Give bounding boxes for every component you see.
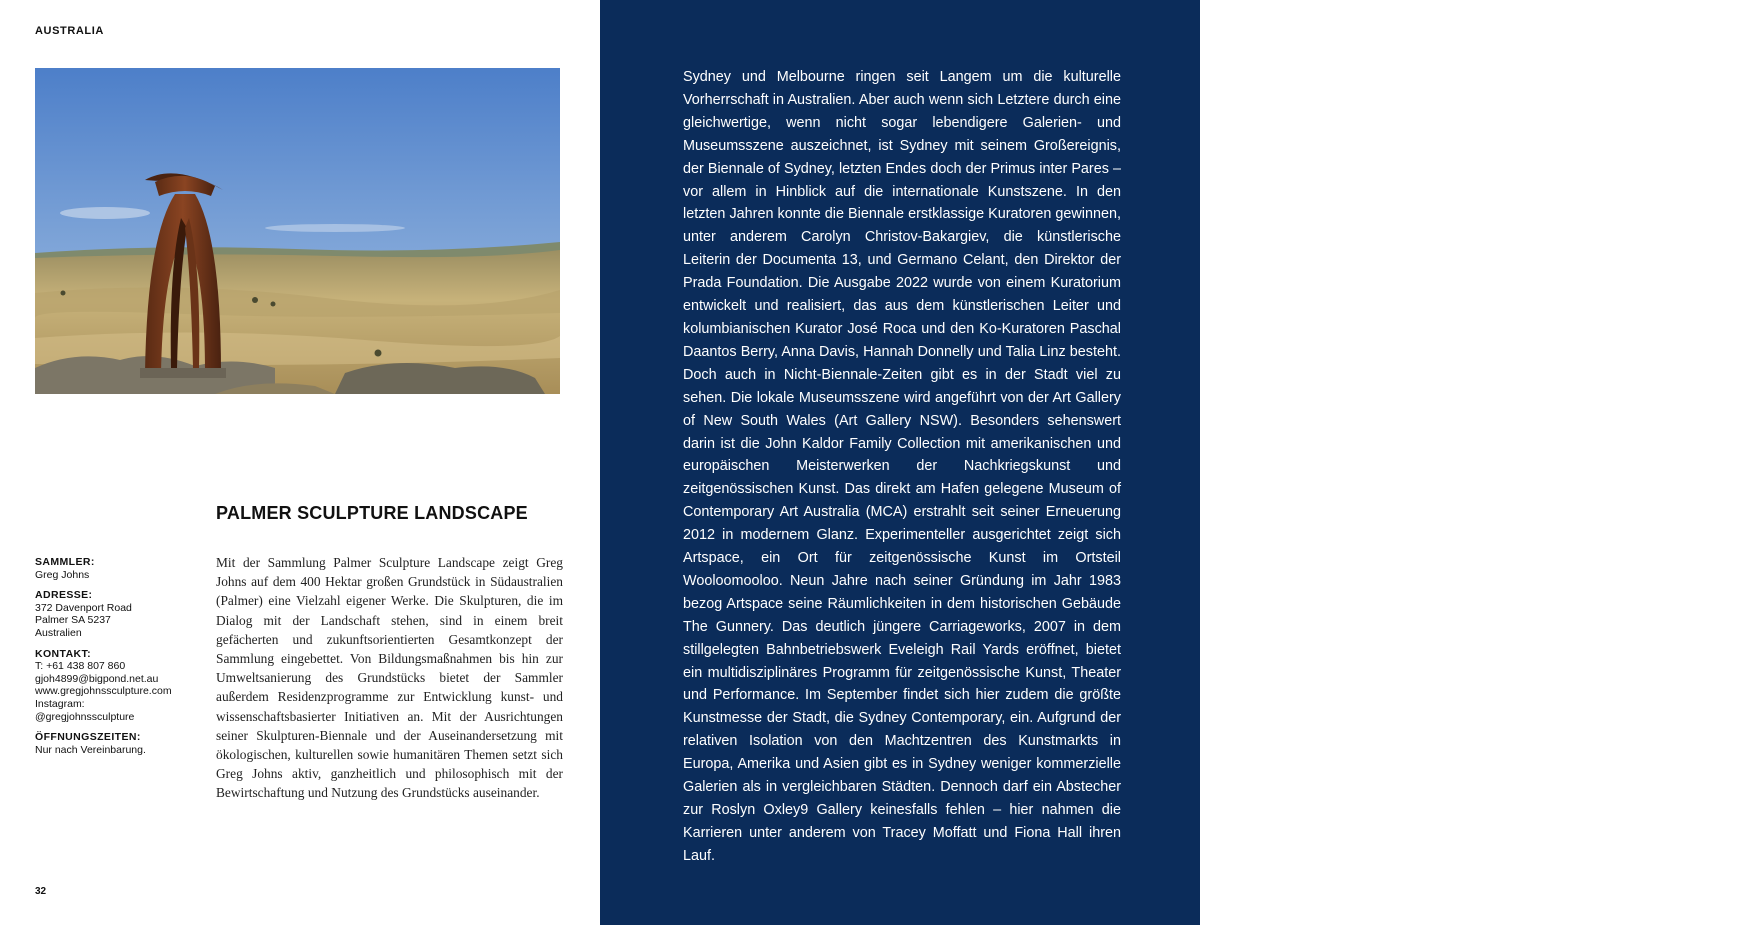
city-intro-text: Sydney und Melbourne ringen seit Langem um die kulturelle Vorherrschaft in Australien. Aber auch wenn sich Letztere durch eine gleichwertige, wenn nicht sogar lebendigere Galerien- und Museumsszene auszeichnet, ist Sydney mit seinem Großereignis, der Biennale of Sydney, letzten Endes doch der Primus inter Pares – vor allem in Hinblick auf die internationale Kunstszene. In den letzten Jahren konnte die Biennale erstklassige Kuratoren gewinnen, unter anderem Carolyn Christov-Bakargiev, die künstlerische Leiterin der Documenta 13, und Germano Celant, den Direktor der Prada Foundation. Die Ausgabe 2022 wurde von einem Kuratorium entwickelt und realisiert, das aus dem künstlerischen Leiter und kolumbianischen Kurator José Roca und den Ko-Kuratoren Paschal Daantos Berry, Anna Davis, Hannah Donnelly und Talia Linz besteht. Doch auch in Nicht-Biennale-Zeiten gibt es in der Stadt viel zu sehen. Die lokale Museumsszene wird angeführt von der Art Gallery of New South Wales (Art Gallery NSW). Besonders sehenswert darin ist die John Kaldor Family Collection mit amerikanischen und europäischen Meisterwerken der Nachkriegskunst und zeitgenössischen Kunst. Das direkt am Hafen gelegene Museum of Contemporary Art Australia (MCA) erstrahlt seit seiner Erneuerung 2012 in modernem Glanz. Experimenteller ausgerichtet zeigt sich Artspace, ein Ort für zeitgenössische Kunst im Ortsteil Wooloomooloo. Neun Jahre nach seiner Gründung im Jahr 1983 bezog Artspace seine Räumlichkeiten in dem historischen Gebäude The Gunnery. Das deutlich jüngere Carriageworks, 2007 in dem stillgelegten Bahnbetriebswerk Eveleigh Rail Yards eröffnet, bietet ein multidisziplinäres Programm für zeitgenössische Kunst, Theater und Performance. Im September findet sich hier zudem die größte Kunstmesse der Stadt, die Sydney Contemporary, ein. Aufgrund der relativen Isolation von den Machtzentren des Kunstmarkts in Europa, Amerika und Asien gibt es in Sydney weniger kommerzielle Galerien als in vergleichbaren Städten. Dennoch darf ein Abstecher zur Roslyn Oxley9 Gallery keinesfalls fehlen – hier nahmen die Karrieren unter anderem von Tracey Moffatt und Fiona Hall ihren Lauf.: [683, 69, 1121, 864]
running-head: AUSTRALIA: [35, 25, 104, 37]
contact-label: KONTAKT:: [35, 647, 92, 660]
address-block: [35, 589, 205, 639]
hours-label: ÖFFNUNGSZEITEN:: [35, 731, 141, 744]
address-line: 372 Davenport Road: [35, 601, 132, 614]
left-page: [0, 0, 600, 925]
collector-name: Greg Johns: [35, 568, 90, 581]
hours-value: Nur nach Vereinbarung.: [35, 743, 146, 756]
collector-block: [35, 556, 205, 581]
address-line: Palmer SA 5237: [35, 614, 111, 627]
address-label: ADRESSE:: [35, 589, 93, 602]
collector-label: SAMMLER:: [35, 556, 95, 568]
collection-title: PALMER SCULPTURE LANDSCAPE: [216, 503, 528, 523]
contact-block: [35, 648, 205, 724]
landscape-image: [35, 68, 560, 394]
page-number-right: 33: [1753, 886, 1764, 897]
sculpture-landscape-photo: [35, 68, 560, 394]
collection-info-sidebar: [35, 556, 205, 764]
page-number-left: 32: [35, 886, 47, 897]
contact-email[interactable]: gjoh4899@bigpond.net.au: [35, 672, 159, 685]
contact-instagram-handle[interactable]: @gregjohnssculpture: [35, 710, 135, 723]
collection-description: Mit der Sammlung Palmer Sculpture Landscape zeigt Greg Johns auf dem 400 Hektar großen Grundstück in Südaustralien (Palmer) eine Vielzahl eigener Werke. Die Skulpturen, die im Dialog mit der Landschaft stehen, sind in einem breit gefächerten und zukunftsorientierten Gesamtkonzept der Sammlung eingebettet. Von Bildungsmaßnahmen bis hin zur Umweltsanierung des Grundstücks bietet der Sammler außerdem Residenzprogramme zur Entwicklung kunst- und wissenschaftsbasierter Initiativen an. Mit der Ausrichtungen seiner Skulpturen-Biennale und der Auseinandersetzung mit ökologischen, kulturellen sowie humanitären Themen setzt sich Greg Johns aktiv, ganzheitlich und philosophisch mit der Bewirtschaftung und Nutzung des Grundstücks auseinander.: [216, 555, 563, 801]
contact-website[interactable]: www.gregjohnssculpture.com: [35, 685, 172, 698]
contact-instagram-label: Instagram:: [35, 697, 85, 710]
contact-phone: T: +61 438 807 860: [35, 660, 126, 673]
address-line: Australien: [35, 626, 82, 639]
hours-block: [35, 731, 205, 756]
